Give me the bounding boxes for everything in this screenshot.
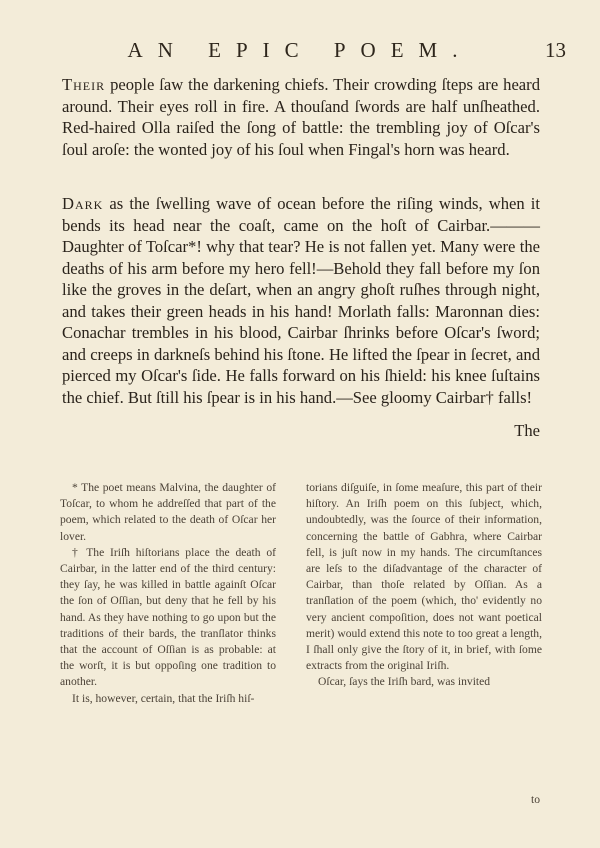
paragraph-2-lead-word: Dark [62,194,104,213]
footnote-irish-historians: torians diſguiſe, in ſome meaſure, this part of their hiſtory. An Iriſh poem on this ſubject, which, undoubtedly, was the ſource of their information, concerning the battle of Gabhra, where Cairbar fell, is juſt now in my hands. The circumſtances are leſs to the diſadvantage of the character of Cairbar, than thoſe related by Oſſian. As a tranſlation of the poem (which, tho' evidently no very ancient compoſition, does not want poetical merit) would extend this note to too great a length, I ſhall only give the ſtory of it, in brief, with ſome extracts from the original Iriſh. [306,481,542,673]
running-title: AN EPIC POEM. [127,38,473,62]
footnote-continuation-start: It is, however, certain, that the Iriſh hiſ- [72,691,255,705]
body-catchword: The [514,421,540,440]
paragraph-1-lead-word: Their [62,75,106,94]
footnote-cairbar-death: † The Iriſh hiſtorians place the death of Cairbar, in the latter end of the third century: they ſay, he was killed in battle againſt Oſcar the ſon of Oſſian, but deny that he fell by his hand. As they have nothing to go upon but the traditions of their bards, the tranſlator thinks that the account of Oſſian is as probable: at the worſt, it is but oppoſing one tradition to another. [60,545,276,689]
body-paragraph-1 [62,74,540,160]
paragraph-2-text: as the ſwelling wave of ocean before the riſing winds, when it bends its head near the coaſt, came on the hoſt of Cairbar.——— Daughter of Toſcar*! why that tear? He is not fallen yet. Many were the deaths of his arm before my hero fell!—Behold they fall before my ſon like the groves in the deſart, when an angry ghoſt ruſhes through night, and takes their green heads in his hand! Morlath falls: Maronnan dies: Conachar trembles in his blood, Cairbar ſhrinks before Oſcar's ſword; and creeps in darkneſs behind his ſtone. He lifted the ſpear in ſecret, and pierced my Oſcar's ſide. He falls forward on his ſhield: his knee ſuſtains the chief. But ſtill his ſpear is in his hand.—See gloomy Cairbar† falls! [62,194,540,407]
paragraph-1-text: people ſaw the darkening chiefs. Their crowding ſteps are heard around. Their eyes roll in fire. A thouſand ſwords are half unſheathed. Red-haired Olla raiſed the ſong of battle: the trembling joy of Oſcar's ſoul aroſe: the wonted joy of his ſoul when Fingal's horn was heard. [62,75,540,159]
page-number: 13 [545,38,566,62]
footnotes-right-column [306,480,542,691]
footnote-catchword: to [530,793,540,806]
footnote-irish-bard: Oſcar, ſays the Iriſh bard, was invited [318,675,491,689]
footnotes-left-column [60,480,276,707]
footnote-malvina: * The poet means Malvina, the daughter of Toſcar, to whom he addreſſed that part of the poem, which related to the death of Oſcar her lover. [60,481,276,543]
body-paragraph-2 [62,193,540,408]
